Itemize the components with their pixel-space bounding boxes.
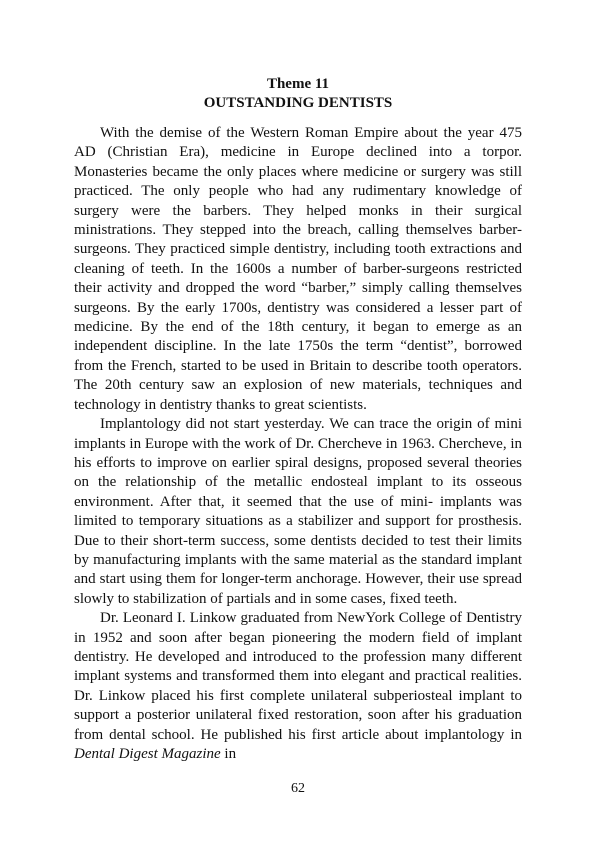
body-text bbox=[74, 124, 522, 764]
journal-title: Dental Digest Magazine bbox=[74, 746, 221, 762]
paragraph-1: With the demise of the Western Roman Empire about the year 475 AD (Christian Era), medicine in Europe declined into a torpor. Monasteries became the only places where medicine or surgery was still practiced. The only people who had any rudimentary knowledge of surgery were the barbers. They helped monks in their surgical ministrations. They stepped into the breach, calling themselves barber-surgeons. They practiced simple dentistry, including tooth extractions and cleaning of teeth. In the 1600s a number of barber-surgeons restricted their activity and dropped the word “barber,” simply calling themselves surgeons. By the early 1700s, dentistry was considered a lesser part of medicine. By the end of the 18th century, it began to emerge as an independent discipline. In the late 1750s the term “dentist”, borrowed from the French, started to be used in Britain to describe tooth operators. The 20th century saw an explosion of new materials, techniques and technology in dentistry thanks to great scientists. bbox=[74, 125, 522, 413]
paragraph-3-tail: in bbox=[224, 746, 237, 762]
theme-number: Theme 11 bbox=[266, 76, 330, 92]
paragraph-2: Implantology did not start yesterday. We can trace the origin of mini implants in Europe with the work of Dr. Chercheve in 1963. Chercheve, in his efforts to improve on earlier spiral designs, proposed several theories on the relationship of the metallic endosteal implant to its osseous environment. After that, it seemed that the use of mini- implants was limited to temporary situations as a stabilizer and support for prosthesis. Due to their short-term success, some dentists decided to test their limits by manufacturing implants with the same material as the standard implant and start using them for longer-term anchorage. However, their use spread slowly to stabilization of partials and in some cases, fixed teeth. bbox=[74, 416, 522, 607]
page-number: 62 bbox=[291, 781, 305, 796]
chapter-title: OUTSTANDING DENTISTS bbox=[203, 95, 393, 111]
paragraph-3 bbox=[74, 609, 522, 764]
paragraph-3-text: Dr. Leonard I. Linkow graduated from NewYork College of Dentistry in 1952 and soon after began pioneering the modern field of implant dentistry. He developed and introduced to the profession many different implant systems and transformed them into elegant and practical realities. Dr. Linkow placed his first complete unilateral subperiosteal implant to support a posterior unilateral fixed restoration, soon after his graduation from dental school. He published his first article about implantology in bbox=[74, 610, 522, 743]
